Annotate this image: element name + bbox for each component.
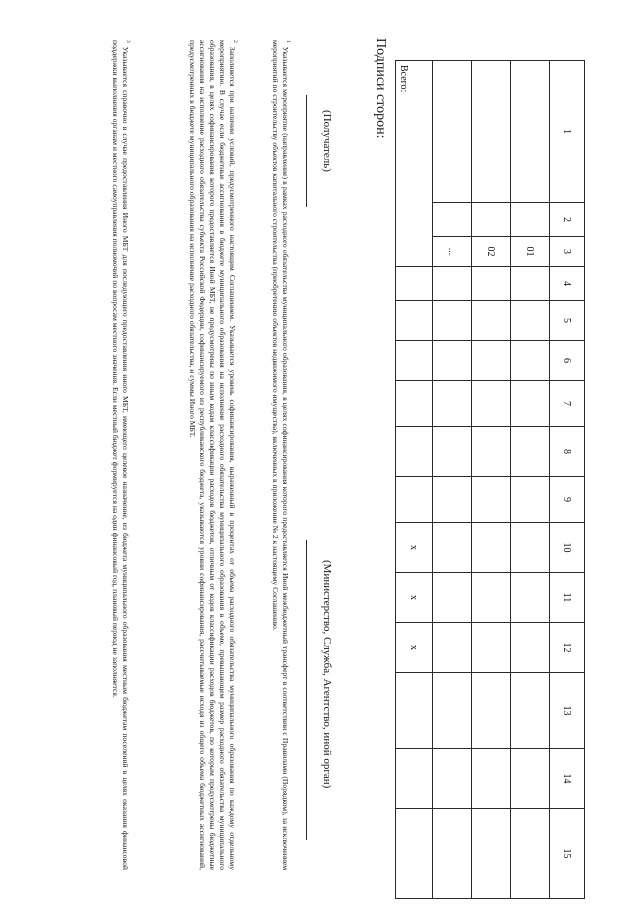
table-cell	[472, 203, 511, 237]
recipient-caption: (Получатель)	[321, 110, 333, 172]
table-cell	[396, 809, 433, 899]
table-cell	[511, 427, 550, 477]
table-cell	[433, 301, 472, 341]
footnote-text: Указывается мероприятие (направление) в рамках расходного обязательства муниципального образования, в целях софинансирования которого предоставляется Иной межбюджетный трансферт в соответствии с Правилами (Порядком), за исключением мероприятий по строительству объектов капитального строительства (приобретению объектов недвижимого имущества), включенных в приложение № 2 к настоящему Соглашению.	[270, 40, 290, 870]
table-cell	[433, 477, 472, 523]
footnote-number: 3	[125, 40, 131, 43]
table-row	[511, 61, 550, 899]
footnote-number: 2	[232, 40, 238, 43]
total-cell-10: x	[396, 523, 433, 573]
table-cell	[511, 381, 550, 427]
table-cell	[511, 523, 550, 573]
footnote-number: 1	[285, 40, 291, 43]
total-row	[396, 61, 433, 899]
header-cell: 10	[550, 523, 585, 573]
recipient-signature-line	[306, 95, 307, 207]
table-cell	[511, 573, 550, 623]
row-code-cell: 01	[511, 237, 550, 267]
table-cell	[472, 573, 511, 623]
table-cell	[433, 573, 472, 623]
table-cell	[511, 341, 550, 381]
table-cell	[511, 301, 550, 341]
table-row	[472, 61, 511, 899]
table-cell	[433, 623, 472, 673]
table-cell	[511, 673, 550, 749]
table-cell	[433, 381, 472, 427]
header-cell: 1	[550, 61, 585, 203]
ministry-caption: (Министерство, Служба, Агентство, иной орган)	[321, 560, 333, 789]
table-cell	[472, 673, 511, 749]
table-cell	[472, 427, 511, 477]
signatures-title: Подписи сторон:	[373, 38, 388, 139]
header-cell: 14	[550, 749, 585, 809]
table-cell	[396, 673, 433, 749]
table-cell	[433, 61, 472, 203]
table-cell	[472, 381, 511, 427]
table-cell	[433, 341, 472, 381]
table-cell	[472, 749, 511, 809]
table-cell	[396, 381, 433, 427]
header-cell: 4	[550, 267, 585, 301]
header-cell: 5	[550, 301, 585, 341]
table-cell	[396, 477, 433, 523]
table-cell	[396, 341, 433, 381]
table-cell	[433, 523, 472, 573]
total-cell-11: x	[396, 573, 433, 623]
header-cell: 15	[550, 809, 585, 899]
total-label: Всего:	[396, 61, 433, 267]
table-cell	[472, 809, 511, 899]
table-cell	[472, 301, 511, 341]
table-cell	[511, 267, 550, 301]
header-cell: 13	[550, 673, 585, 749]
header-cell: 11	[550, 573, 585, 623]
table-cell	[511, 749, 550, 809]
table-cell	[433, 267, 472, 301]
table-cell	[472, 623, 511, 673]
table-cell	[433, 673, 472, 749]
table-header-row	[550, 61, 585, 899]
table-cell	[396, 267, 433, 301]
header-cell: 9	[550, 477, 585, 523]
row-code-cell: ...	[433, 237, 472, 267]
table-cell	[511, 477, 550, 523]
table-cell	[433, 749, 472, 809]
header-cell: 2	[550, 203, 585, 237]
ministry-signature-line	[306, 540, 307, 840]
table-cell	[433, 427, 472, 477]
table-cell	[433, 809, 472, 899]
footnote-text: Заполняется при наличии условий, предусмотренного настоящим Соглашением. Указывается уровень софинансирования, выраженный в процентах от объема расходного обязательства муниципального образования по каждому отдельному мероприятию. В случае если бюджетные ассигнования в бюджете муниципального образования на исполнение расходного обязательства муниципального образования в объеме, превышающем размер расходного обязательства муниципального образования, в целях софинансирования которого предоставляется Иной МБТ, не предусмотрены по иным кодам классификации расходов бюджетов, отличным от кодов классификации расходов бюджетов, по которым предусмотрены бюджетные ассигнования на исполнение расходного обязательства субъекта Российской Федерции, софинансируемого из республиканского бюджета, указываются уровни софинансирования, рассчитываемые исходя из общего объема бюджетных ассигнований, предусмотренных в бюджете муниципального образования на исполнение расходного обязательства, и суммы Иного МБТ.	[187, 40, 237, 870]
table-cell	[472, 267, 511, 301]
header-cell: 3	[550, 237, 585, 267]
row-code-cell: 02	[472, 237, 511, 267]
table-cell	[511, 623, 550, 673]
header-cell: 7	[550, 381, 585, 427]
table-cell	[472, 477, 511, 523]
total-cell-12: x	[396, 623, 433, 673]
table-cell	[472, 61, 511, 203]
table-cell	[472, 341, 511, 381]
table-cell	[396, 301, 433, 341]
header-cell: 8	[550, 427, 585, 477]
table-cell	[511, 203, 550, 237]
footnote-2	[187, 40, 237, 870]
table-cell	[511, 61, 550, 203]
distribution-table	[395, 60, 585, 899]
table-cell	[396, 749, 433, 809]
header-cell: 6	[550, 341, 585, 381]
table-cell	[472, 523, 511, 573]
footnote-1	[270, 40, 290, 870]
header-cell: 12	[550, 623, 585, 673]
table-row	[433, 61, 472, 899]
table-cell	[396, 427, 433, 477]
table-cell	[511, 809, 550, 899]
footnote-text: Указывается справочно в случае предоставления Иного МБТ для последующего предоставления иного МБТ, имеющего целевое назначение, из бюджета муниципального образования местным бюджетам поселений в целях оказания финансовой поддержки выполнения органам и местного самоуправления полномочий по вопросам местного значения. Если местный бюджет формируется на один финансовый год, плановый период не заполняется.	[110, 40, 130, 870]
footnote-3	[110, 40, 130, 870]
table-cell	[433, 203, 472, 237]
